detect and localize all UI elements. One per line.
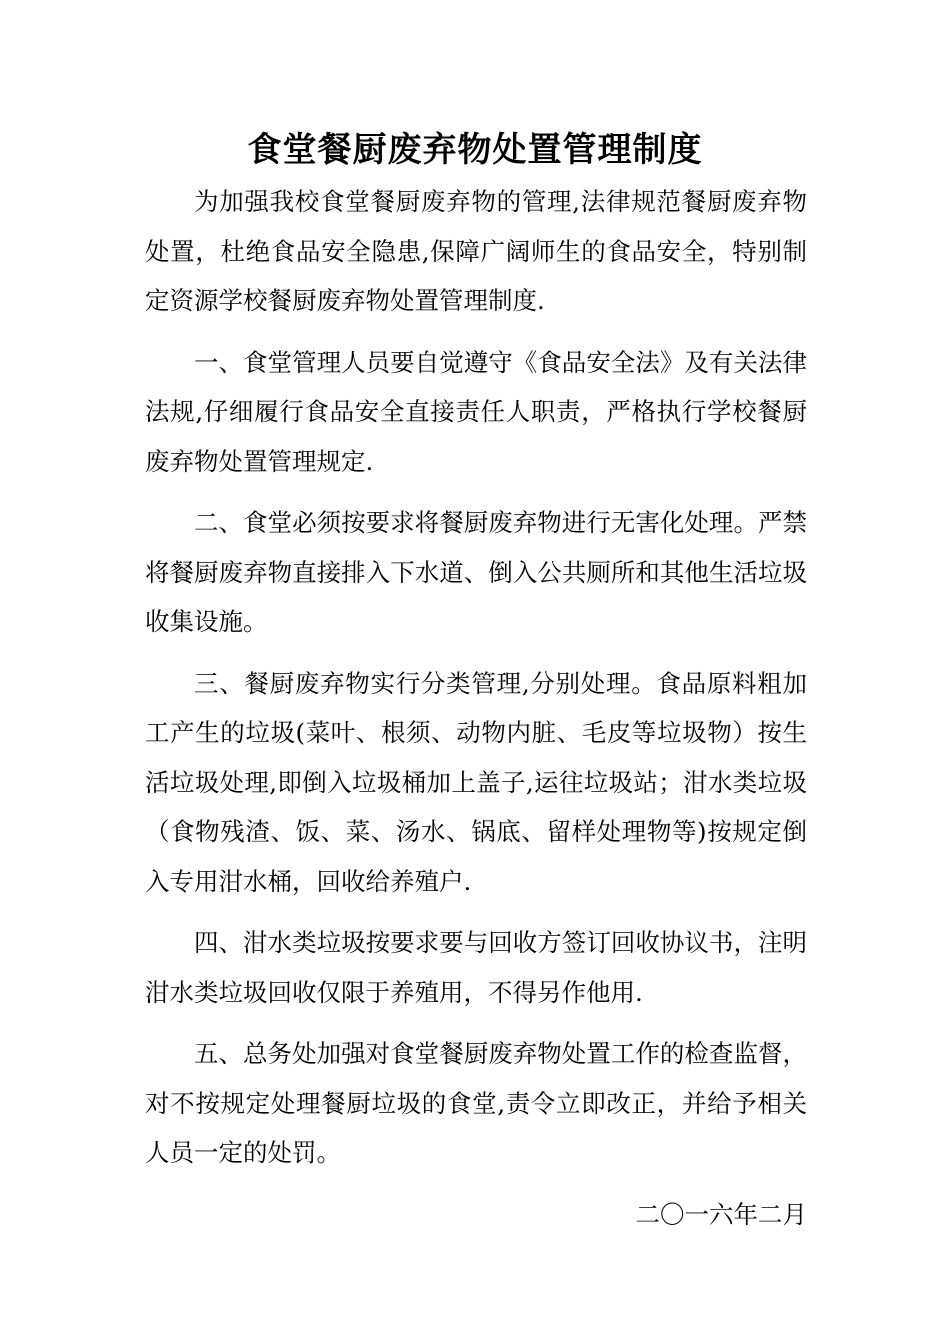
document-title: 食堂餐厨废弃物处置管理制度 <box>247 130 703 170</box>
paragraph-item-3: 三、餐厨废弃物实行分类管理,分别处理。食品原料粗加工产生的垃圾(菜叶、根须、动物内脏、毛皮等垃圾物）按生活垃圾处理,即倒入垃圾桶加上盖子,运往垃圾站；泔水类垃圾（食物残渣、饭、菜、汤水、锅底、留样处理物等)按规定倒入专用泔水桶，回收给养殖户. <box>145 668 807 896</box>
document-date: 二〇一六年二月 <box>635 1199 807 1229</box>
paragraph-item-5: 五、总务处加强对食堂餐厨废弃物处置工作的检查监督，对不按规定处理餐厨垃圾的食堂,责令立即改正，并给予相关人员一定的处罚。 <box>145 1039 807 1167</box>
paragraph-item-2: 二、食堂必须按要求将餐厨废弃物进行无害化处理。严禁将餐厨废弃物直接排入下水道、倒入公共厕所和其他生活垃圾收集设施。 <box>145 508 807 636</box>
document-body <box>145 177 807 1239</box>
paragraph-item-1: 一、食堂管理人员要自觉遵守《食品安全法》及有关法律法规,仔细履行食品安全直接责任人职责，严格执行学校餐厨废弃物处置管理规定. <box>145 347 807 476</box>
paragraph-intro: 为加强我校食堂餐厨废弃物的管理,法律规范餐厨废弃物处置，杜绝食品安全隐患,保障广阔师生的食品安全，特别制定资源学校餐厨废弃物处置管理制度. <box>145 187 807 315</box>
paragraph-item-4: 四、泔水类垃圾按要求要与回收方签订回收协议书，注明泔水类垃圾回收仅限于养殖用，不得另作他用. <box>145 928 807 1007</box>
